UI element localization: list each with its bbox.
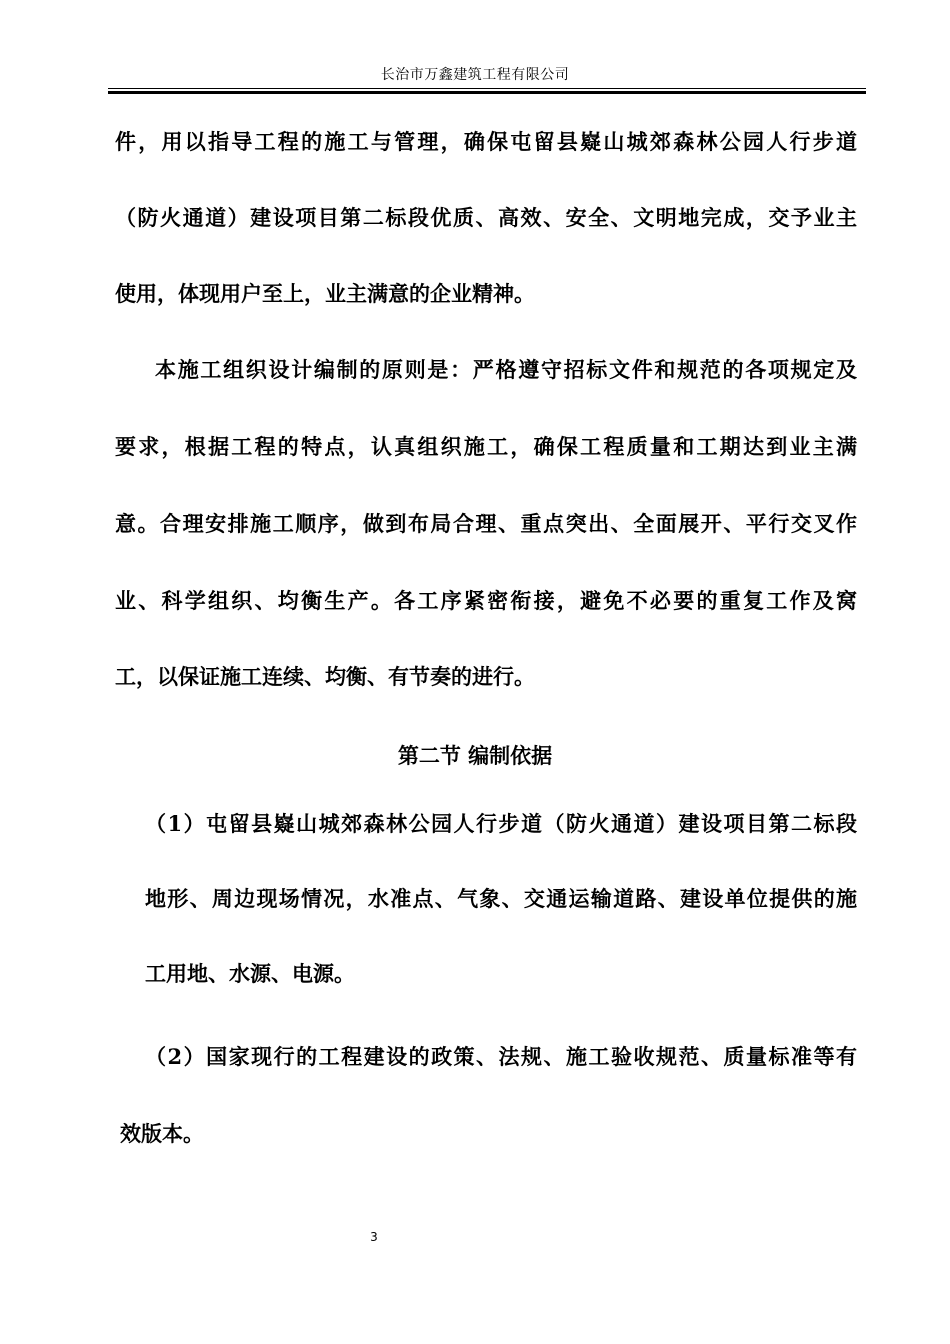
text-line: 意。合理安排施工顺序，做到布局合理、重点突出、全面展开、平行交叉作: [115, 511, 857, 536]
header-rule-thin: [108, 88, 866, 89]
text-line: 使用，体现用户至上，业主满意的企业精神。: [115, 281, 535, 306]
company-name: 长治市万鑫建筑工程有限公司: [380, 67, 570, 83]
text-line: 地形、周边现场情况，水准点、气象、交通运输道路、建设单位提供的施: [145, 886, 857, 911]
text-line: 要求，根据工程的特点，认真组织施工，确保工程质量和工期达到业主满: [115, 434, 857, 459]
page-number: 3: [370, 1230, 378, 1244]
text-line: （1）屯留县嶷山城郊森林公园人行步道（防火通道）建设项目第二标段: [145, 811, 857, 836]
text-line: 工用地、水源、电源。: [145, 961, 355, 986]
header-rule-thick: [108, 91, 866, 94]
text-line: 效版本。: [120, 1121, 204, 1146]
text-line: 业、科学组织、均衡生产。各工序紧密衔接，避免不必要的重复工作及窝: [115, 588, 857, 613]
text-line: 工，以保证施工连续、均衡、有节奏的进行。: [115, 664, 535, 689]
section-title: 第二节 编制依据: [397, 744, 553, 768]
text-line: 件，用以指导工程的施工与管理，确保屯留县嶷山城郊森林公园人行步道: [115, 129, 857, 154]
text-line: （防火通道）建设项目第二标段优质、高效、安全、文明地完成，交予业主: [115, 205, 857, 230]
text-line: （2）国家现行的工程建设的政策、法规、施工验收规范、质量标准等有: [145, 1044, 857, 1069]
text-line: 本施工组织设计编制的原则是：严格遵守招标文件和规范的各项规定及: [155, 357, 857, 382]
